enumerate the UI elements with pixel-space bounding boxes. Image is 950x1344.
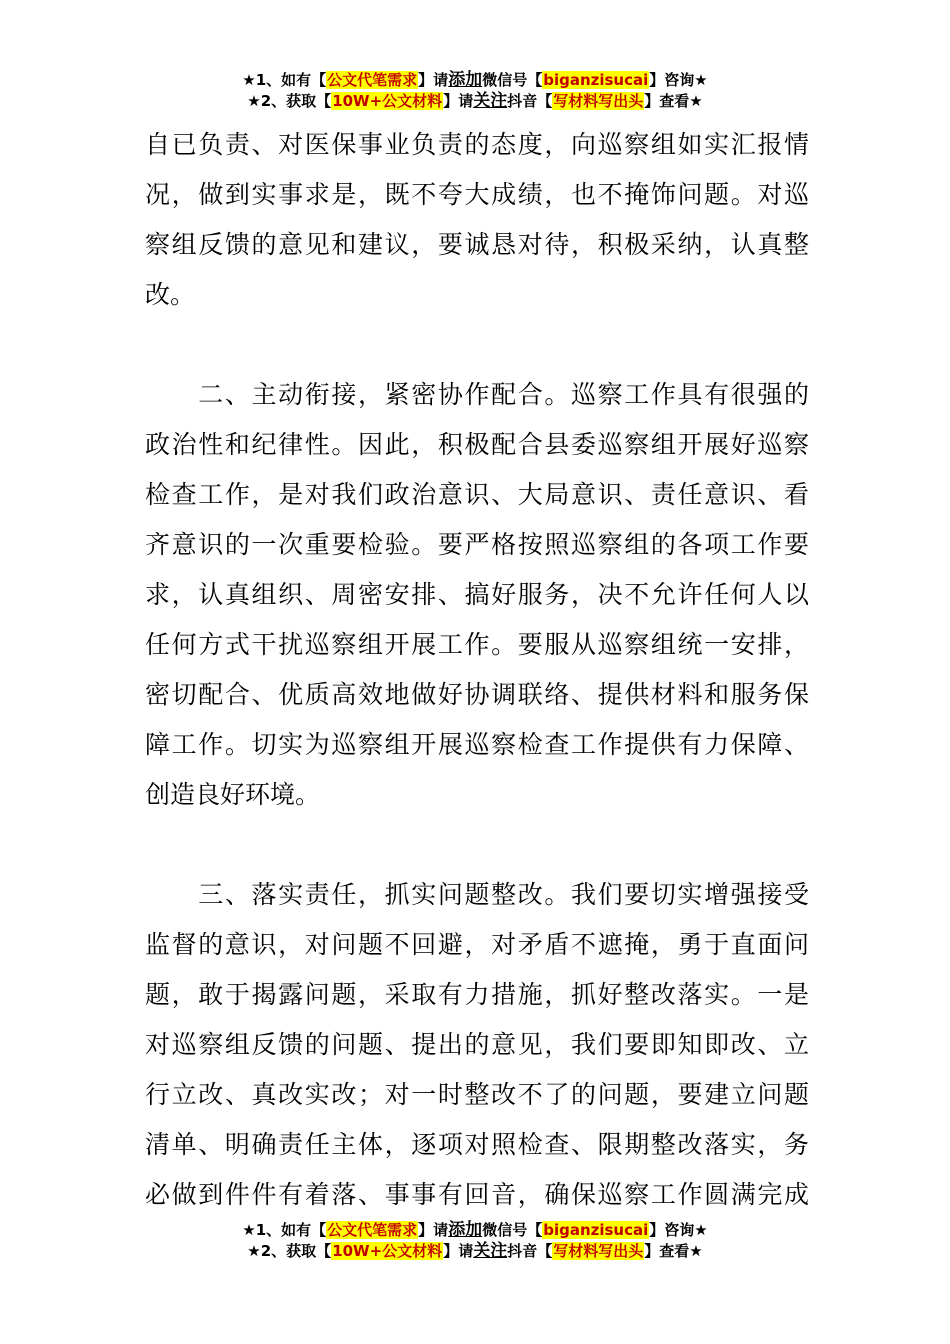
banner-text: 】咨询★ [649, 1221, 708, 1239]
banner-line-1 [0, 1220, 950, 1241]
text-line: 自已负责、对医保事业负责的态度，向巡察组如实汇报情 [145, 130, 809, 159]
banner-line-2 [0, 91, 950, 112]
text-line: 行立改、真改实改；对一时整改不了的问题，要建立问题 [145, 1080, 809, 1109]
banner-text: 】请 [418, 71, 449, 89]
banner-text: 】请 [443, 1242, 474, 1260]
wechat-id: biganzisucai [543, 71, 649, 89]
banner-line-1 [0, 70, 950, 91]
highlight-text: 10W+公文材料 [332, 92, 443, 110]
document-body [145, 120, 809, 1220]
emphasis-text: 添加 [448, 1220, 483, 1240]
highlight-text: 公文代笔需求 [327, 71, 418, 89]
paragraph [145, 370, 809, 820]
douyin-account: 写材料写出头 [553, 92, 644, 110]
banner-text: ★2、获取【 [247, 92, 332, 110]
header-banner [0, 70, 950, 112]
banner-text: 】查看★ [644, 1242, 703, 1260]
emphasis-text: 添加 [448, 70, 483, 90]
text-line: 政治性和纪律性。因此，积极配合县委巡察组开展好巡察 [145, 430, 809, 459]
paragraph-spacer [145, 320, 809, 370]
text-line: 监督的意识，对问题不回避，对矛盾不遮掩，勇于直面问 [145, 930, 809, 959]
banner-text: ★1、如有【 [242, 1221, 327, 1239]
footer-banner [0, 1220, 950, 1262]
emphasis-text: 关注 [473, 1241, 508, 1261]
text-line: 必做到件件有着落、事事有回音，确保巡察工作圆满完成 [145, 1180, 809, 1209]
text-line: 齐意识的一次重要检验。要严格按照巡察组的各项工作要 [145, 530, 809, 559]
wechat-id: biganzisucai [543, 1221, 649, 1239]
text-line: 创造良好环境。 [145, 780, 321, 809]
text-line: 题，敢于揭露问题，采取有力措施，抓好整改落实。一是 [145, 980, 809, 1009]
text-line: 况，做到实事求是，既不夸大成绩，也不掩饰问题。对巡 [145, 180, 809, 209]
highlight-text: 公文代笔需求 [327, 1221, 418, 1239]
text-line: 三、落实责任，抓实问题整改。我们要切实增强接受 [145, 880, 809, 909]
text-line: 察组反馈的意见和建议，要诚恳对待，积极采纳，认真整 [145, 230, 809, 259]
paragraph-spacer [145, 820, 809, 870]
text-line: 二、主动衔接，紧密协作配合。巡察工作具有很强的 [145, 380, 809, 409]
text-line: 清单、明确责任主体，逐项对照检查、限期整改落实，务 [145, 1130, 809, 1159]
highlight-text: 10W+公文材料 [332, 1242, 443, 1260]
douyin-account: 写材料写出头 [553, 1242, 644, 1260]
text-line: 障工作。切实为巡察组开展巡察检查工作提供有力保障、 [145, 730, 809, 759]
text-line: 任何方式干扰巡察组开展工作。要服从巡察组统一安排， [145, 630, 809, 659]
banner-text: 】咨询★ [649, 71, 708, 89]
text-line: 检查工作，是对我们政治意识、大局意识、责任意识、看 [145, 480, 809, 509]
banner-text: 抖音【 [507, 1242, 553, 1260]
text-line: 求，认真组织、周密安排、搞好服务，决不允许任何人以 [145, 580, 809, 609]
banner-text: 】请 [418, 1221, 449, 1239]
banner-text: 】请 [443, 92, 474, 110]
paragraph [145, 870, 809, 1220]
banner-text: 微信号【 [482, 71, 543, 89]
text-line: 对巡察组反馈的问题、提出的意见，我们要即知即改、立 [145, 1030, 809, 1059]
banner-text: 】查看★ [644, 92, 703, 110]
emphasis-text: 关注 [473, 91, 508, 111]
paragraph [145, 120, 809, 320]
text-line: 改。 [145, 280, 196, 309]
banner-line-2 [0, 1241, 950, 1262]
banner-text: 抖音【 [507, 92, 553, 110]
text-line: 密切配合、优质高效地做好协调联络、提供材料和服务保 [145, 680, 809, 709]
banner-text: ★1、如有【 [242, 71, 327, 89]
banner-text: ★2、获取【 [247, 1242, 332, 1260]
banner-text: 微信号【 [482, 1221, 543, 1239]
